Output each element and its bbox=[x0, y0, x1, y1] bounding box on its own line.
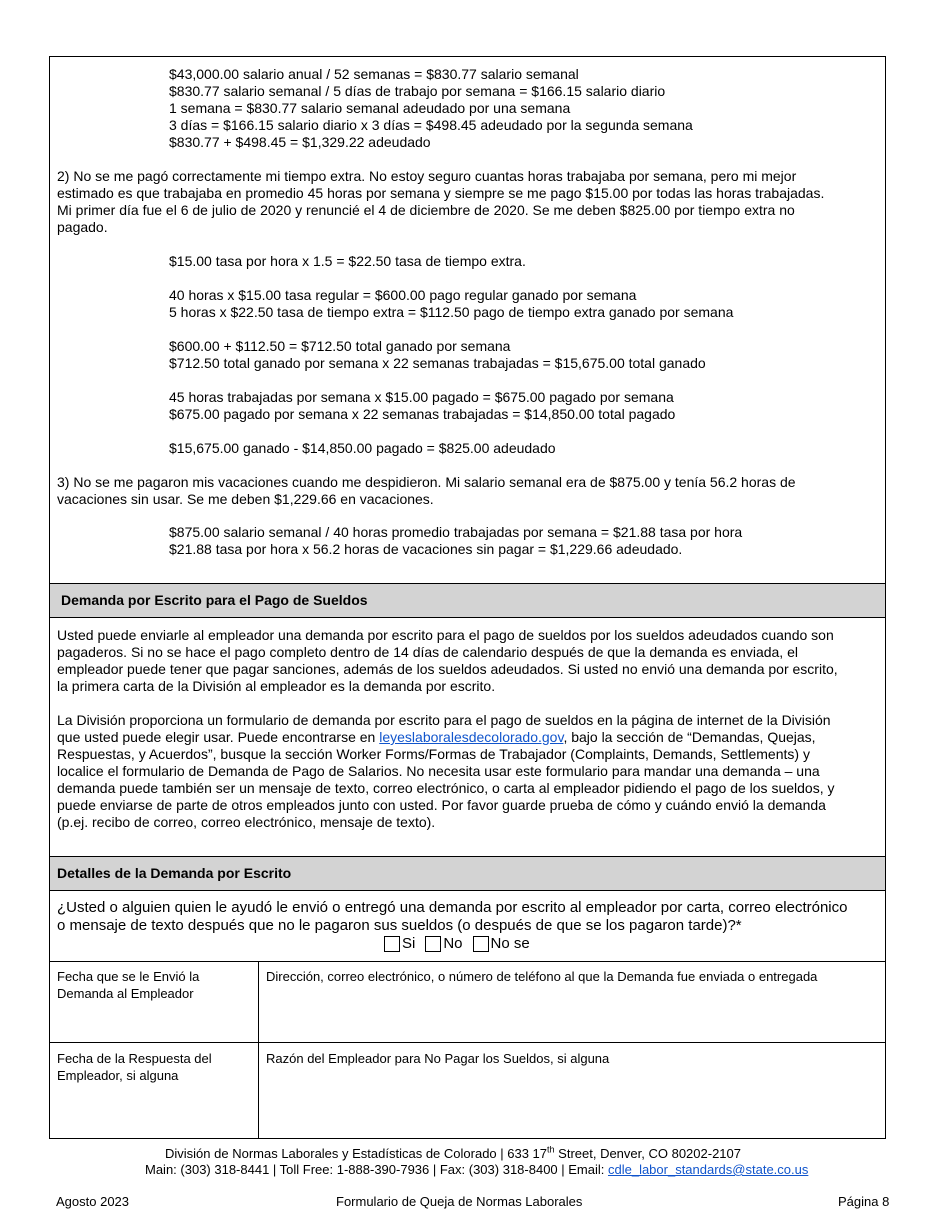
example-2-text bbox=[57, 168, 881, 236]
checkbox-si[interactable] bbox=[384, 936, 400, 952]
calc-example-2e bbox=[169, 440, 556, 457]
calc-line: 40 horas x $15.00 tasa regular = $600.00 pago regular ganado por semana bbox=[169, 287, 637, 303]
footer-address: División de Normas Laborales y Estadísticas de Colorado | 633 17th Street, Denver, CO 80202-2107 bbox=[165, 1144, 741, 1161]
option-no-se[interactable] bbox=[473, 935, 530, 952]
email-link[interactable]: cdle_labor_standards@state.co.us bbox=[607, 1162, 809, 1177]
text-line: (p.ej. recibo de correo, correo electrónico, mensaje de texto). bbox=[57, 814, 436, 830]
calc-line: 1 semana = $830.77 salario semanal adeudado por una semana bbox=[169, 100, 571, 116]
text-line: empleador puede tener que pagar sanciones, además de los sueldos adeudados. Si usted no envió una demanda por escrito, bbox=[57, 661, 838, 677]
text-line: demanda puede también ser un mensaje de texto, correo electrónico, o carta al empleador pidiendo el pago de los sueldos, y bbox=[57, 780, 835, 796]
table-divider bbox=[50, 1042, 885, 1043]
calc-line: $43,000.00 salario anual / 52 semanas = $830.77 salario semanal bbox=[169, 66, 579, 82]
calc-line: 3 días = $166.15 salario diario x 3 días = $498.45 adeudado por la segunda semana bbox=[169, 117, 693, 133]
label-response-date: Fecha de la Respuesta del Empleador, si alguna bbox=[57, 1051, 212, 1083]
text-line: la primera carta de la División al empleador es la demanda por escrito. bbox=[57, 678, 496, 694]
calc-line: $830.77 salario semanal / 5 días de trabajo por semana = $166.15 salario diario bbox=[169, 83, 666, 99]
footer-form-title: Formulario de Queja de Normas Laborales bbox=[336, 1194, 583, 1209]
text-line: La División proporciona un formulario de demanda por escrito para el pago de sueldos en la página de internet de la División bbox=[57, 712, 831, 728]
text-line: puede enviarse de parte de otros empleados junto con usted. Por favor guarde prueba de cómo y cuándo envió la demanda bbox=[57, 797, 826, 813]
calc-example-2a bbox=[169, 253, 526, 270]
label-address-sent: Dirección, correo electrónico, o número de teléfono al que la Demanda fue enviada o entregada bbox=[266, 969, 818, 984]
section-header-details bbox=[50, 856, 885, 891]
text-fragment: que usted puede elegir usar. Puede encontrarse en bbox=[57, 729, 380, 745]
demand-paragraph-1 bbox=[57, 627, 881, 695]
option-label: Si bbox=[402, 935, 416, 952]
example-3-text bbox=[57, 474, 881, 508]
option-label: No bbox=[443, 935, 463, 952]
calc-line: $15,675.00 ganado - $14,850.00 pagado = $825.00 adeudado bbox=[169, 440, 556, 456]
calc-line: $830.77 + $498.45 = $1,329.22 adeudado bbox=[169, 134, 431, 150]
option-si[interactable] bbox=[384, 935, 415, 952]
table-column-divider bbox=[258, 961, 259, 1138]
website-link[interactable]: leyeslaboralesdecolorado.gov bbox=[379, 729, 564, 745]
text-line: pagaderos. Si no se hace el pago completo dentro de 14 días de calendario después de que la demanda es enviada, el bbox=[57, 644, 798, 660]
option-no[interactable] bbox=[425, 935, 462, 952]
calc-line: 45 horas trabajadas por semana x $15.00 pagado = $675.00 pagado por semana bbox=[169, 389, 674, 405]
text-line: 2) No se me pagó correctamente mi tiempo extra. No estoy seguro cuantas horas trabajaba por semana, pero mi mejor bbox=[57, 168, 797, 184]
calc-line: $675.00 pagado por semana x 22 semanas trabajadas = $14,850.00 total pagado bbox=[169, 406, 676, 422]
footer-contact: Main: (303) 318-8441 | Toll Free: 1-888-390-7936 | Fax: (303) 318-8400 | Email: cdle_labor_standards@state.co.us bbox=[145, 1162, 809, 1177]
answer-options bbox=[384, 935, 540, 952]
footer-date: Agosto 2023 bbox=[56, 1194, 130, 1209]
text-line: Respuestas, y Acuerdos”, busque la sección Worker Forms/Formas de Trabajador (Complaints, Demands, Settlements) y bbox=[57, 746, 810, 762]
calc-line: 5 horas x $22.50 tasa de tiempo extra = $112.50 pago de tiempo extra ganado por semana bbox=[169, 304, 734, 320]
section-title: Detalles de la Demanda por Escrito bbox=[57, 865, 292, 881]
checkbox-no[interactable] bbox=[425, 936, 441, 952]
label-employer-reason: Razón del Empleador para No Pagar los Sueldos, si alguna bbox=[266, 1051, 610, 1066]
label-date-sent: Fecha que se le Envió la Demanda al Empleador bbox=[57, 969, 200, 1001]
text-line bbox=[57, 729, 881, 746]
calc-line: $875.00 salario semanal / 40 horas promedio trabajadas por semana = $21.88 tasa por hora bbox=[169, 524, 743, 540]
calc-example-2d bbox=[169, 389, 675, 423]
calc-example-1 bbox=[169, 66, 693, 151]
page-number: Página 8 bbox=[838, 1194, 890, 1209]
demand-question bbox=[57, 899, 883, 935]
question-line: o mensaje de texto después que no le pagaron sus sueldos (o después de que se los pagaron tarde)?* bbox=[57, 917, 742, 934]
text-line: Mi primer día fue el 6 de julio de 2020 y renuncié el 4 de diciembre de 2020. Se me deben $825.00 por tiempo extra no bbox=[57, 202, 795, 218]
calc-example-3 bbox=[169, 524, 742, 558]
text-line: vacaciones sin usar. Se me deben $1,229.66 en vacaciones. bbox=[57, 491, 434, 507]
calc-example-2c bbox=[169, 338, 706, 372]
form-page-box bbox=[49, 56, 886, 1139]
text-line: localice el formulario de Demanda de Pago de Salarios. No necesita usar este formulario para mandar una demanda – una bbox=[57, 763, 820, 779]
text-line: 3) No se me pagaron mis vacaciones cuando me despidieron. Mi salario semanal era de $875.00 y tenía 56.2 horas de bbox=[57, 474, 796, 490]
section-header-demand bbox=[50, 583, 885, 618]
calc-line: $15.00 tasa por hora x 1.5 = $22.50 tasa de tiempo extra. bbox=[169, 253, 526, 269]
text-line: Usted puede enviarle al empleador una demanda por escrito para el pago de sueldos por los sueldos adeudados cuando son bbox=[57, 627, 834, 643]
text-line: estimado es que trabajaba en promedio 45 horas por semana y siempre se me pago $15.00 por todas las horas trabajadas. bbox=[57, 185, 825, 201]
section-title: Demanda por Escrito para el Pago de Sueldos bbox=[61, 592, 368, 608]
option-label: No se bbox=[490, 935, 530, 952]
calc-line: $21.88 tasa por hora x 56.2 horas de vacaciones sin pagar = $1,229.66 adeudado. bbox=[169, 541, 683, 557]
calc-example-2b bbox=[169, 287, 733, 321]
demand-paragraph-2 bbox=[57, 712, 881, 831]
checkbox-no-se[interactable] bbox=[473, 936, 489, 952]
text-fragment: , bajo la sección de “Demandas, Quejas, bbox=[563, 729, 816, 745]
text-line: pagado. bbox=[57, 219, 108, 235]
calc-line: $600.00 + $112.50 = $712.50 total ganado por semana bbox=[169, 338, 511, 354]
table-divider bbox=[50, 961, 885, 962]
calc-line: $712.50 total ganado por semana x 22 semanas trabajadas = $15,675.00 total ganado bbox=[169, 355, 706, 371]
question-line: ¿Usted o alguien quien le ayudó le envió o entregó una demanda por escrito al empleador por carta, correo electrónico bbox=[57, 899, 848, 916]
